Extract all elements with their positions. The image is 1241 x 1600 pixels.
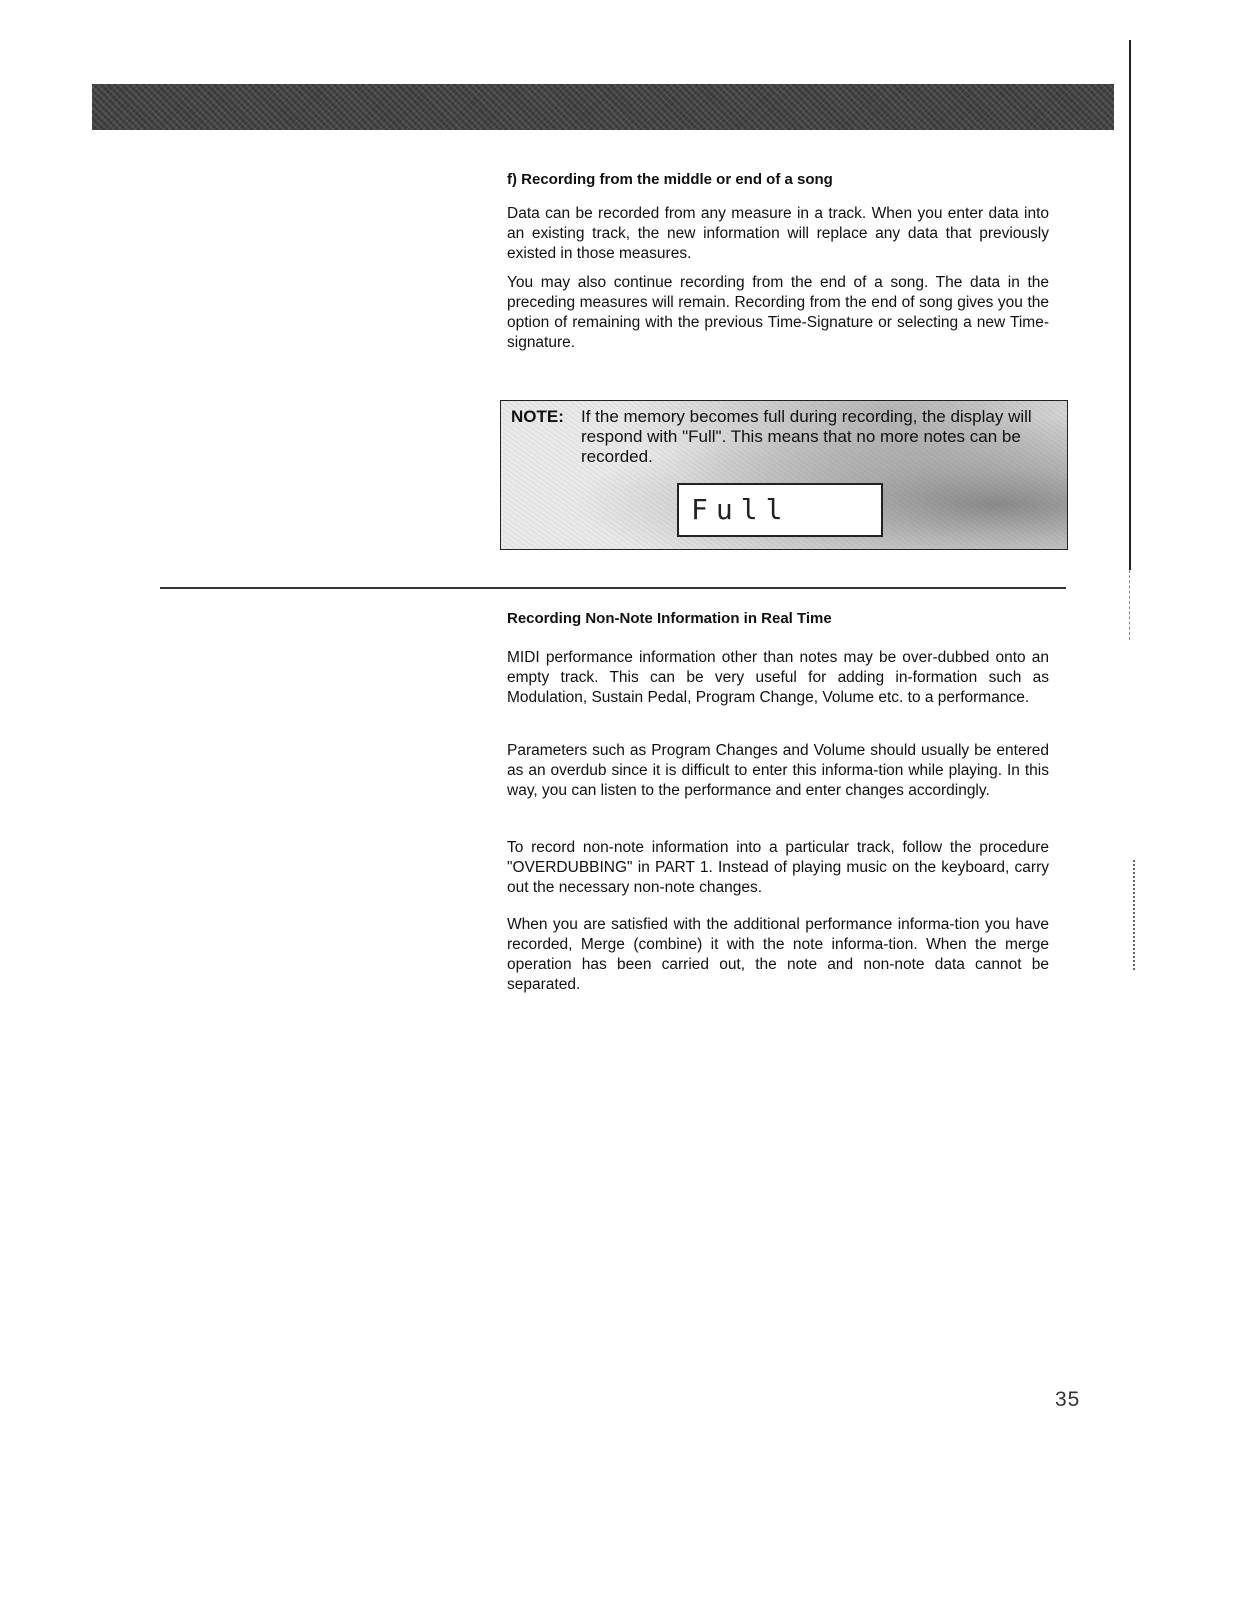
page-number: 35 (1055, 1388, 1081, 1411)
section-nonnote-heading: Recording Non-Note Information in Real Time (507, 610, 832, 627)
right-margin-dots (1133, 860, 1136, 970)
lcd-display-text: Full (691, 493, 791, 526)
section-divider (160, 587, 1066, 589)
section-f-para-2: You may also continue recording from the end of a song. The data in the preceding measures will remain. Recording from the end of song gives you the option of remaining with the previous Time-Signature or selecting a new Time-signature. (507, 274, 1049, 351)
section-nonnote-para-1: MIDI performance information other than notes may be over-dubbed onto an empty track. This can be very useful for adding in-formation such as Modulation, Sustain Pedal, Program Change, Volume etc. to a performance. (507, 649, 1049, 706)
section-nonnote (507, 610, 1049, 627)
section-nonnote-para-4: When you are satisfied with the additional performance informa-tion you have recorded, Merge (combine) it with the note informa-tion. When the merge operation has been carried out, the note and non-note data cannot be separated. (507, 916, 1049, 993)
section-nonnote-para-2: Parameters such as Program Changes and Volume should usually be entered as an overdub since it is difficult to enter this informa-tion while playing. In this way, you can listen to the performance and enter changes accordingly. (507, 742, 1049, 799)
section-f-para-1-wrap (507, 204, 1049, 264)
section-f-para-2-wrap (507, 273, 1049, 353)
section-nonnote-para-3-wrap (507, 838, 1049, 898)
right-margin-rule-faint (1129, 570, 1131, 640)
lcd-display (677, 483, 883, 537)
section-nonnote-para-2-wrap (507, 741, 1049, 801)
section-f-heading: f) Recording from the middle or end of a song (507, 171, 833, 188)
section-nonnote-para-4-wrap (507, 915, 1049, 995)
note-box (500, 400, 1068, 550)
section-nonnote-para-1-wrap (507, 648, 1049, 708)
section-nonnote-para-3: To record non-note information into a particular track, follow the procedure "OVERDUBBING" in PART 1. Instead of playing music on the keyboard, carry out the necessary non-note changes. (507, 839, 1049, 896)
section-f-para-1: Data can be recorded from any measure in a track. When you enter data into an existing track, the new information will replace any data that previously existed in those measures. (507, 205, 1049, 262)
right-margin-rule (1129, 40, 1131, 570)
note-label: NOTE: (511, 407, 564, 426)
section-f (507, 171, 1049, 188)
header-bar (92, 84, 1114, 130)
note-text: If the memory becomes full during recording, the display will respond with "Full". This means that no more notes can be recorded. (581, 407, 1032, 466)
